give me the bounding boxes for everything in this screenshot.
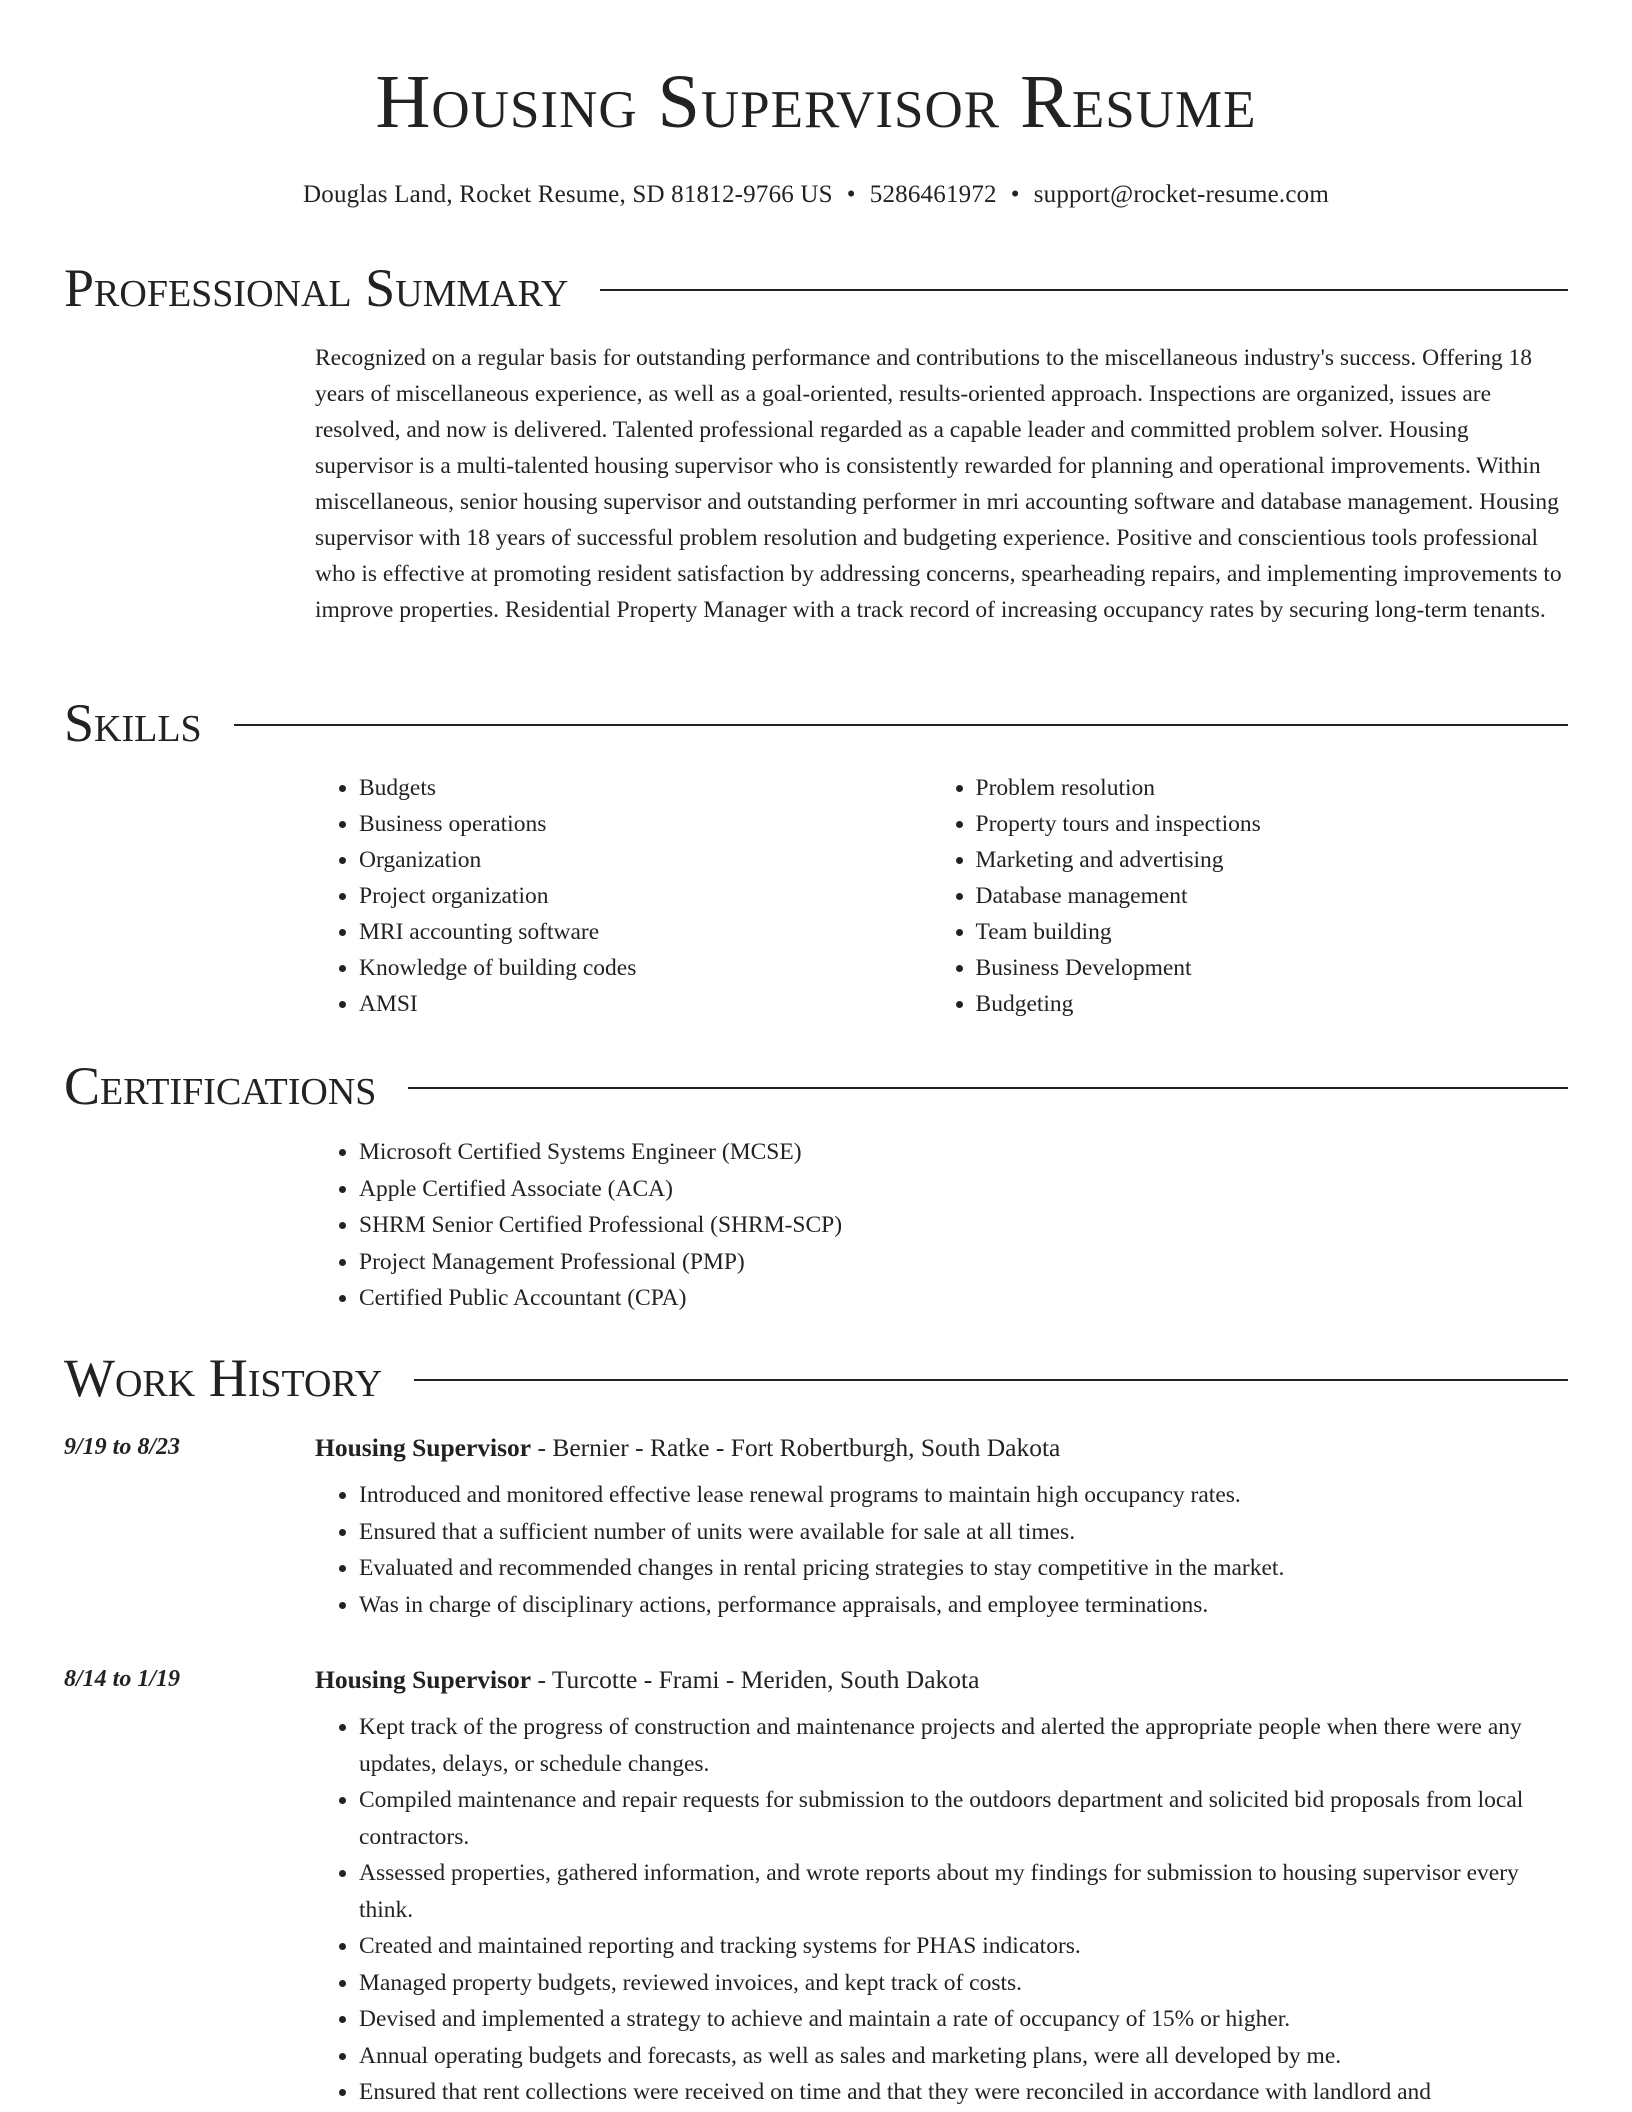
- skill-item: • Business Development: [976, 950, 1568, 986]
- skills-section: [64, 693, 1568, 1017]
- contact-line: [64, 182, 1568, 207]
- section-divider: [600, 289, 1568, 291]
- job-bullet: • Kept track of the progress of construction and maintenance projects and alerted the appropriate people when there were any updates, delays, or schedule changes.: [359, 1709, 1568, 1782]
- section-header: [64, 258, 1568, 318]
- certification-item: • SHRM Senior Certified Professional (SHRM-SCP): [359, 1207, 842, 1244]
- section-divider: [408, 1087, 1568, 1089]
- job-bullet: • Annual operating budgets and forecasts, as well as sales and marketing plans, were all developed by me.: [359, 2038, 1568, 2075]
- skill-item: • Budgeting: [976, 986, 1568, 1022]
- certifications-list: [315, 1134, 842, 1317]
- skill-item: • MRI accounting software: [359, 914, 932, 950]
- section-title-summary: Professional Summary: [64, 258, 569, 318]
- skills-list-left: [315, 770, 932, 1022]
- skill-item: • Problem resolution: [976, 770, 1568, 806]
- resume-page: [64, 0, 1568, 2105]
- contact-separator: •: [1010, 181, 1020, 208]
- job-bullet: • Ensured that rent collections were received on time and that they were reconciled in accordance with landlord and: [359, 2074, 1568, 2111]
- summary-text: Recognized on a regular basis for outstanding performance and contributions to the miscellaneous industry's success. Offering 18 years of miscellaneous experience, as well as a goal-oriented, results-oriented approach. Inspections are organized, issues are resolved, and now is delivered. Talented professional regarded as a capable leader and committed problem solver. Housing supervisor is a multi-talented housing supervisor who is consistently rewarded for planning and operational improvements. Within miscellaneous, senior housing supervisor and outstanding performer in mri accounting software and database management. Housing supervisor with 18 years of successful problem resolution and budgeting experience. Positive and conscientious tools professional who is effective at promoting resident satisfaction by addressing concerns, spearheading repairs, and implementing improvements to improve properties. Residential Property Manager with a track record of increasing occupancy rates by securing long-term tenants.: [315, 345, 1562, 623]
- skill-item: • AMSI: [359, 986, 932, 1022]
- skill-item: • Business operations: [359, 806, 932, 842]
- skill-item: • Team building: [976, 914, 1568, 950]
- job-bullet: • Created and maintained reporting and tracking systems for PHAS indicators.: [359, 1928, 1568, 1965]
- section-header: [64, 693, 1568, 753]
- job-title: Housing Supervisor: [315, 1433, 532, 1462]
- certifications-section: [64, 1056, 1568, 1311]
- job-bullet: • Ensured that a sufficient number of units were available for sale at all times.: [359, 1514, 1568, 1551]
- skill-item: • Project organization: [359, 878, 932, 914]
- job-bullet: • Devised and implemented a strategy to achieve and maintain a rate of occupancy of 15% or higher.: [359, 2001, 1568, 2038]
- job-employer: - Turcotte - Frami - Meriden, South Dakota: [531, 1665, 980, 1694]
- job-bullet: • Managed property budgets, reviewed invoices, and kept track of costs.: [359, 1965, 1568, 2002]
- certification-item: • Microsoft Certified Systems Engineer (MCSE): [359, 1134, 842, 1171]
- skill-item: • Knowledge of building codes: [359, 950, 932, 986]
- job-dates: 8/14 to 1/19: [64, 1666, 181, 1692]
- contact-email[interactable]: support@rocket-resume.com: [1033, 181, 1329, 208]
- section-divider: [234, 724, 1568, 726]
- job-bullet: • Introduced and monitored effective lease renewal programs to maintain high occupancy rates.: [359, 1477, 1568, 1514]
- section-divider: [414, 1379, 1568, 1381]
- contact-separator: •: [846, 181, 856, 208]
- section-header: [64, 1056, 1568, 1116]
- work-history-section: [64, 1348, 1568, 2105]
- job-bullets: [315, 1477, 1568, 1623]
- job-title: Housing Supervisor: [315, 1665, 532, 1694]
- contact-phone: 5286461972: [869, 181, 997, 208]
- job-bullet: • Was in charge of disciplinary actions, performance appraisals, and employee terminations.: [359, 1587, 1568, 1624]
- professional-summary-section: [64, 258, 1568, 623]
- section-title-skills: Skills: [64, 693, 202, 753]
- job-heading: [315, 1435, 1060, 1461]
- job-bullets: [315, 1709, 1568, 2111]
- document-title: Housing Supervisor Resume: [375, 60, 1257, 144]
- job-dates: 9/19 to 8/23: [64, 1434, 181, 1460]
- certification-item: • Apple Certified Associate (ACA): [359, 1171, 842, 1208]
- certification-item: • Certified Public Accountant (CPA): [359, 1280, 842, 1317]
- job-employer: - Bernier - Ratke - Fort Robertburgh, South Dakota: [531, 1433, 1061, 1462]
- section-title-certifications: Certifications: [64, 1056, 377, 1116]
- job-bullet: • Assessed properties, gathered information, and wrote reports about my findings for submission to housing supervisor every think.: [359, 1855, 1568, 1928]
- job-bullet: • Compiled maintenance and repair requests for submission to the outdoors department and solicited bid proposals from local contractors.: [359, 1782, 1568, 1855]
- job-heading: [315, 1667, 979, 1693]
- skill-item: • Organization: [359, 842, 932, 878]
- section-title-work-history: Work History: [64, 1348, 383, 1408]
- certification-item: • Project Management Professional (PMP): [359, 1244, 842, 1281]
- job-bullet: • Evaluated and recommended changes in rental pricing strategies to stay competitive in the market.: [359, 1550, 1568, 1587]
- section-header: [64, 1348, 1568, 1408]
- skill-item: • Database management: [976, 878, 1568, 914]
- skills-columns: [315, 770, 1568, 1022]
- contact-address: Douglas Land, Rocket Resume, SD 81812-9766 US: [303, 181, 833, 208]
- skill-item: • Marketing and advertising: [976, 842, 1568, 878]
- skill-item: • Budgets: [359, 770, 932, 806]
- skill-item: • Property tours and inspections: [976, 806, 1568, 842]
- skills-list-right: [932, 770, 1568, 1022]
